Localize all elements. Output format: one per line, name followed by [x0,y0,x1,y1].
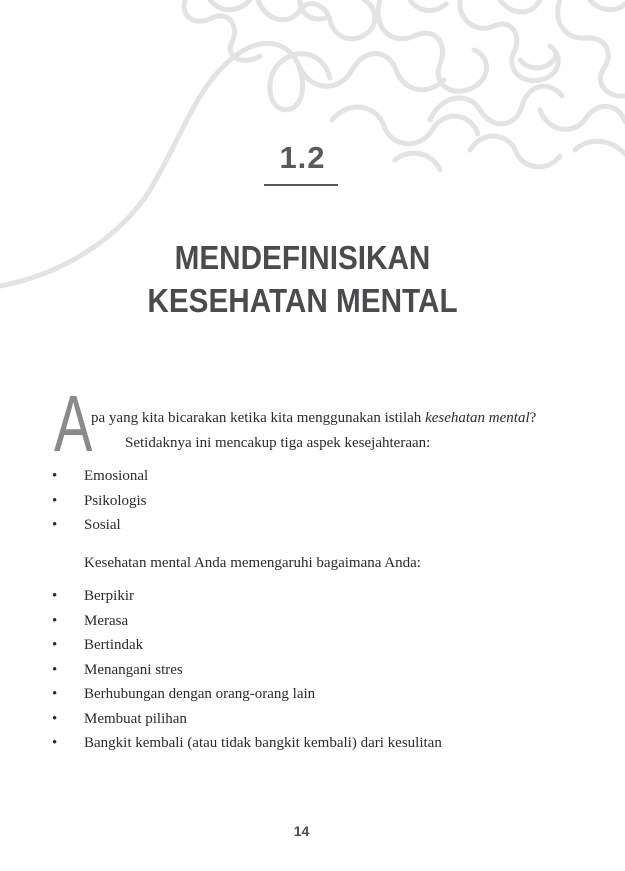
list-item-text: Psikologis [84,492,147,509]
intro-term-italic: kesehatan mental [425,410,530,426]
intro-line-1 [91,408,611,428]
bullet: • [52,588,58,604]
mid-paragraph: Kesehatan mental Anda memengaruhi bagaimana Anda: [84,555,421,571]
list-item-text: Merasa [84,612,129,629]
bullet: • [52,612,58,629]
bullet: • [52,661,58,678]
bullet: • [52,517,58,533]
bullet: • [52,710,58,727]
list-item-text: Bertindak [84,637,144,653]
intro-text-start: pa yang kita bicarakan ketika kita menggunakan istilah [91,410,426,426]
list-item-text: Berhubungan dengan orang-orang lain [84,686,316,702]
bullet: • [52,492,58,509]
chapter-title-line-2: KESEHATAN MENTAL [147,282,458,319]
chapter-title [30,236,575,322]
chapter-number-underline [264,184,338,186]
intro-text-end: ? [529,410,537,426]
bullet: • [52,686,58,702]
list-item-text: Membuat pilihan [84,710,187,727]
chapter-title-line-1: MENDEFINISIKAN [174,239,431,276]
bullet: • [52,468,58,484]
list-item-text: Bangkit kembali (atau tidak bangkit kembali) dari kesulitan [84,735,442,751]
intro-line-2: Setidaknya ini mencakup tiga aspek kesejahteraan: [125,435,431,451]
bullet: • [52,637,58,653]
drop-cap: A [54,379,93,468]
list-item-text: Berpikir [84,588,134,604]
bullet: • [52,735,58,751]
list-item-text: Emosional [84,468,149,484]
chapter-number: 1.2 [279,140,326,175]
list-item-text: Sosial [84,517,121,533]
page-number: 14 [293,823,310,839]
list-item-text: Menangani stres [84,661,183,678]
